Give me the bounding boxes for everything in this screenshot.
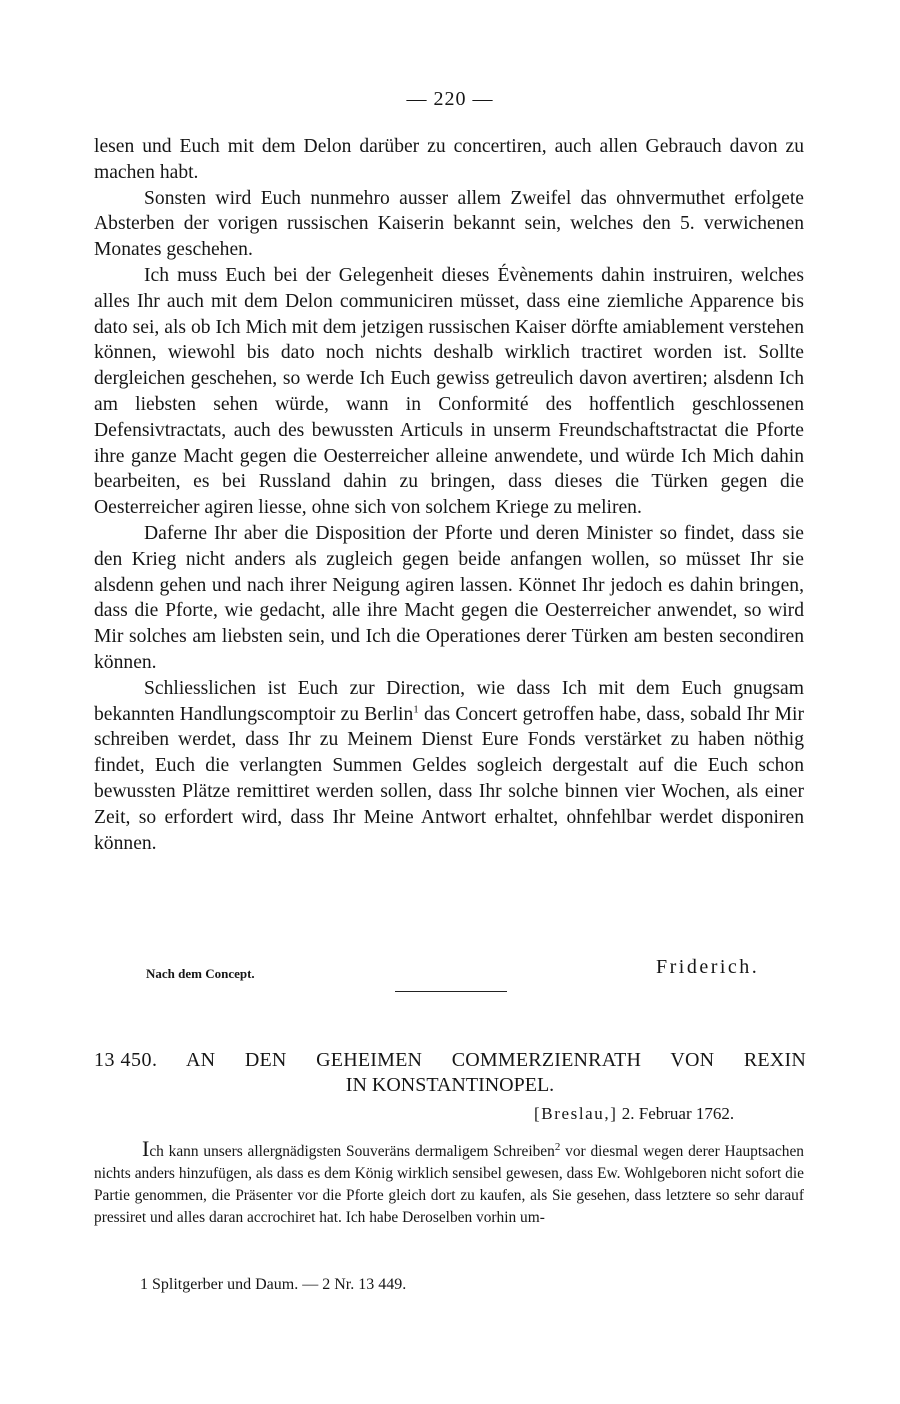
letter-title-line-1: AN DEN GEHEIMEN COMMERZIENRATH VON REXIN bbox=[186, 1049, 806, 1071]
initial-letter: I bbox=[142, 1136, 150, 1161]
footnotes: 1 Splitgerber und Daum. — 2 Nr. 13 449. bbox=[140, 1276, 407, 1293]
paragraph: Sonsten wird Euch nunmehro ausser allem Zweifel das ohnvermuthet erfolgete Absterben der vorigen russischen Kaiserin bekannt sein, welches den 5. verwichenen Monates geschehen. bbox=[94, 187, 804, 261]
paragraph-text: ch kann unsers allergnädigsten Souveräns dermaligem Schreiben bbox=[149, 1143, 555, 1160]
paragraph-text: vor diesmal wegen derer Hauptsachen nichts anders hinzufügen, als dass es dem König wirklich sensibel gewesen, dass Ew. Wohlgeboren nicht sofort die Partie genommen, die Präsenter vor die Pforte gleich dort zu kaufen, als Sie gesehen, dass letztere so sehr darauf pressiret und alles daran accrochiret hat. Ich habe Deroselben vorhin um- bbox=[94, 1143, 804, 1226]
section-divider bbox=[395, 991, 507, 992]
letter-number: 13 450. bbox=[94, 1049, 158, 1071]
letter-title-line-2: IN KONSTANTINOPEL. bbox=[345, 1074, 555, 1096]
source-note: Nach dem Concept. bbox=[146, 966, 255, 981]
paragraph-text: Schliesslichen ist Euch zur Direction, wie dass Ich mit dem Euch gnugsam bekannten Handlungscomptoir zu Berlin bbox=[94, 677, 804, 725]
paragraph bbox=[94, 1138, 804, 1229]
letter-text bbox=[94, 1138, 804, 1229]
dateline-date: 2. Februar 1762. bbox=[621, 1104, 735, 1123]
paragraph: lesen und Euch mit dem Delon darüber zu concertiren, auch allen Gebrauch davon zu machen habt. bbox=[94, 136, 804, 183]
signature: Friderich. bbox=[656, 956, 760, 978]
page-number: — 220 — bbox=[406, 88, 494, 110]
paragraph: Daferne Ihr aber die Disposition der Pforte und deren Minister so findet, dass sie den Krieg nicht anders als zugleich gegen beide anfangen wollen, so müsset Ihr sie alsdenn gehen und nach ihrer Neigung agiren lassen. Könnet Ihr jedoch es dahin bringen, dass die Pforte, wie gedacht, alle ihre Macht gegen die Oesterreicher anwendet, so wird Mir solches am liebsten sein, und Ich die Operationes derer Türken am besten secondiren können. bbox=[94, 522, 804, 673]
paragraph: Ich muss Euch bei der Gelegenheit dieses Évènements dahin instruiren, welches alles Ihr auch mit dem Delon communiciren müsset, dass eine ziemliche Apparence bis dato sei, als ob Ich Mich mit dem jetzigen russischen Kaiser dörfte amiablement verstehen können, wiewohl bis dato noch nichts deshalb wirklich tractiret worden ist. Sollte dergleichen geschehen, so werde Ich Euch gewiss getreulich davon avertiren; alsdenn Ich am liebsten sehen würde, wann in Conformité des hoffentlich geschlossenen Defensivtractats, auch des bewussten Articuls in unserm Freundschaftstractat die Pforte ihre ganze Macht gegen die Oesterreicher alleine anwendete, und würde Ich Mich dahin bearbeiten, es bei Russland dahin zu bringen, dass dieses die Türken gegen die Oesterreicher agiren liesse, ohne sich von solchem Kriege zu meliren. bbox=[94, 264, 804, 519]
dateline-place: [Breslau,] bbox=[534, 1104, 618, 1123]
footnote-marker: 2 bbox=[554, 1140, 561, 1153]
paragraph bbox=[94, 676, 804, 857]
paragraph-text: das Concert getroffen habe, dass, sobald Ihr Mir schreiben werdet, dass Ihr zu Meinem Dienst Eure Fonds verstärket zu haben nöthig findet, Euch die verlangten Summen Geldes sogleich dergestalt auf die Euch schon bewussten Plätze remittiret werden sollen, dass Ihr solche binnen vier Wochen, als einer Zeit, so erfordert wird, dass Ihr Meine Antwort erhaltet, ohnfehlbar werdet disponiren können. bbox=[94, 703, 805, 854]
main-text bbox=[94, 134, 804, 856]
footnote-marker: 1 bbox=[413, 703, 419, 715]
dateline bbox=[534, 1104, 734, 1124]
